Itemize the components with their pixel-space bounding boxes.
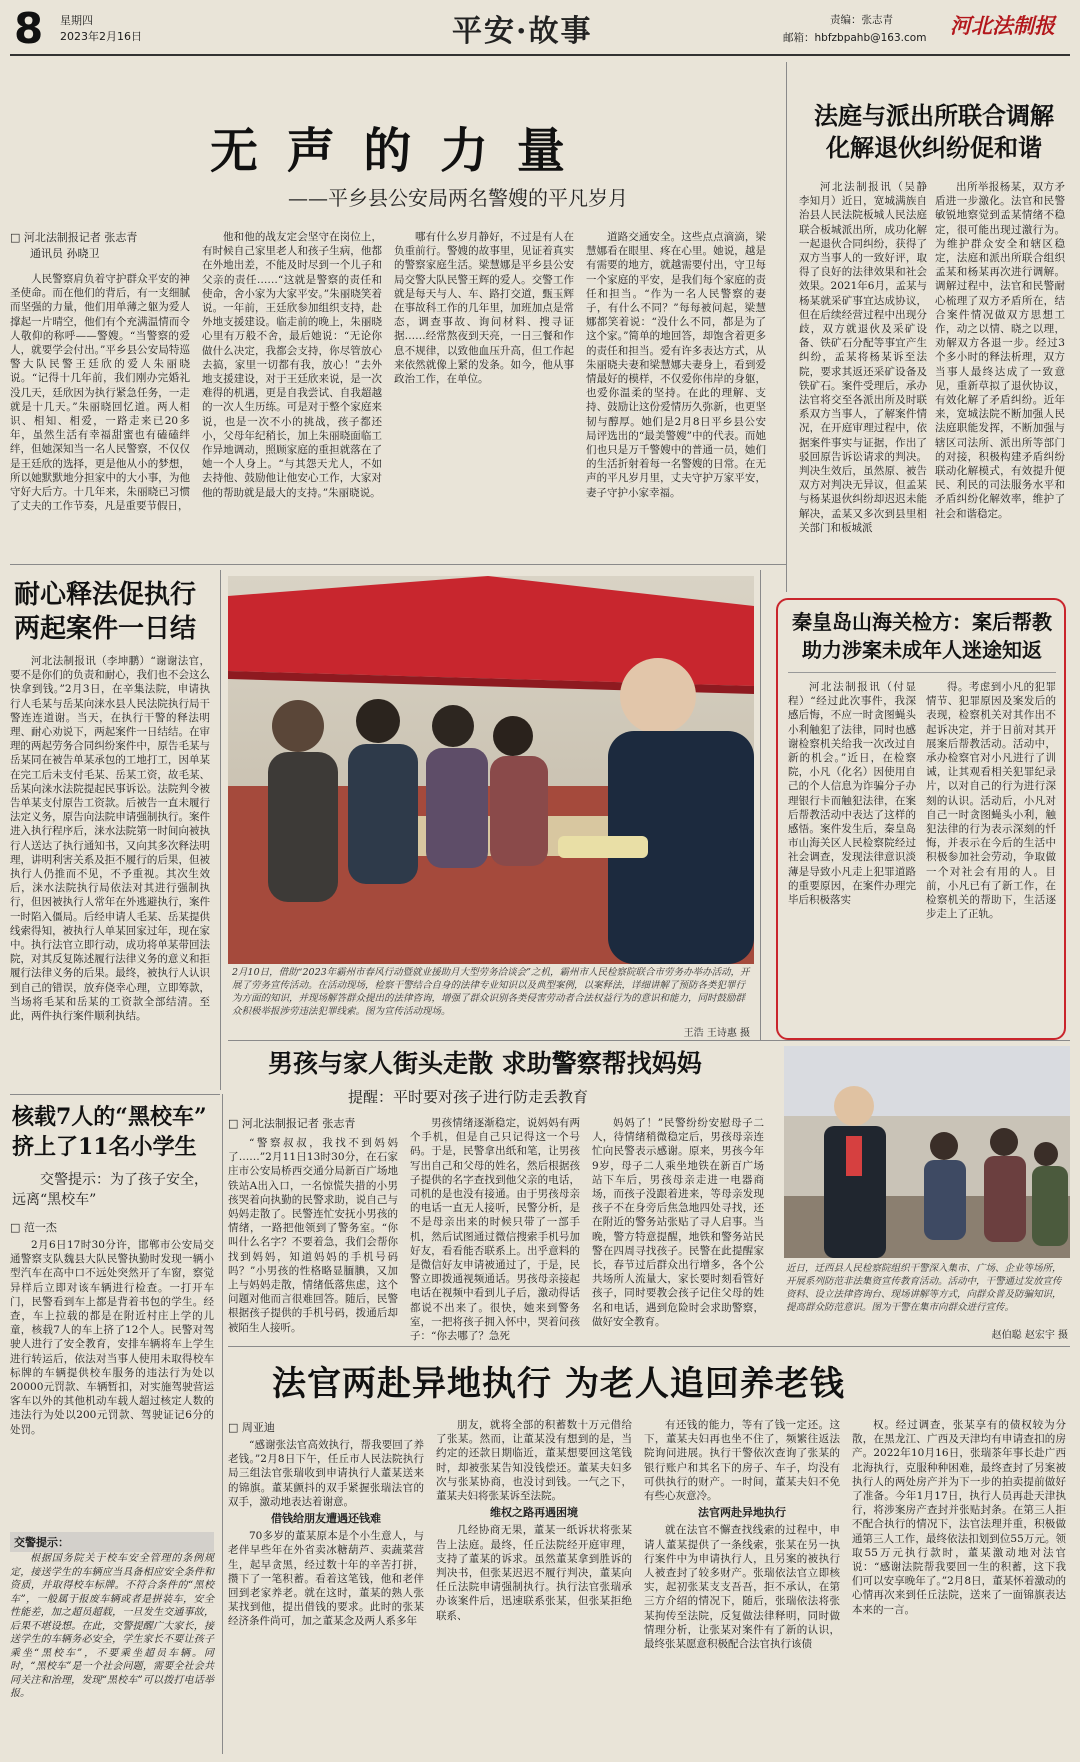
article-column: [586, 230, 766, 557]
article-column: [926, 680, 1056, 1032]
horizontal-rule: [228, 1040, 1070, 1041]
paragraph: 道路交通安全。这些点点滴滴，梁慧娜看在眼里、疼在心里。她说，越是有需要的地方，就越需要付出，守卫每一个家庭的平安，是我们每个家庭的责任和担当。“作为一名人民警察的妻子，有什么不同？”每每被问起，梁慧娜都笑着说：“没什么不同，都是为了这个家。”简单的地回答，却饱含着更多的责任和担当。爱有许多表达方式，从朱丽晓夫妻和梁慧娜夫妻身上，看到爱情最好的模样，不仅爱你伟岸的身躯，也爱你温柔的坚持。在此的理解、支持、鼓励让这份爱情历久弥新，也更坚韧与醇厚。她们是2月8日平乡县公安局评选出的“最美警嫂”中的代表。而她们也只是万千警嫂中的普通一员，她们的生活折射着每一名警嫂的日常。在无声的平凡岁月里，丈夫守护万家平安，妻子守护小家幸福。: [586, 231, 766, 499]
horizontal-rule: [10, 564, 786, 565]
outreach-photo-illustration: [228, 576, 754, 964]
paragraph: 河北法制报讯（付显程）“经过此次事件，我深感后悔，不应一时贪图蝇头小利触犯了法律，同时也感谢检察机关给我一次改过自新的机会。”近日，在检察院，小凡（化名）因使用自己的个人信息为诈骗分子办理银行卡而触犯法律，在案后帮教活动中表达了这样的感悟。案件发生后，秦皇岛市山海关区人民检察院经过社会调查，发现法律意识淡薄是导致小凡走上犯罪道路的重要原因，在案件办理完毕后积极落实: [788, 681, 916, 907]
masthead-logo: 河北法制报: [950, 13, 1055, 38]
paragraph: “感谢张法官高效执行，帮我要回了养老钱。”2月8日下午，任丘市人民法院执行局三组法官张瑞收到申请执行人董某送来的锦旗。董某颤抖的双手紧握张瑞法官的双手，激动地表达着谢意。: [228, 1439, 424, 1508]
paragraph: “警察叔叔，我找不到妈妈了……”2月11日13时30分，在石家庄市公安局桥西交通分局新百广场地铁站A出入口，一名惊慌失措的小男孩哭着向执勤的民警求助，说自己与妈妈走散了。民警连忙安抚小男孩的情绪，一路把他领到了警务室。“你叫什么名字？不要着急，我们会帮你找到妈妈，知道妈妈的手机号码吗？”小男孩的性格略显腼腆，又加上与妈妈走散，情绪低落焦虑，这个问题对他而言很难回答。随后，民警根据孩子提供的手机号码，拨通后却被陌生人接听。: [228, 1137, 398, 1334]
article-column: [228, 1136, 398, 1336]
byline: □ 河北法制报记者 张志青: [10, 231, 138, 244]
article-minor-guidance: [776, 598, 1066, 1040]
article-column: [935, 180, 1065, 585]
editor-name: 责编：张志青: [830, 14, 893, 26]
column-divider: [786, 62, 787, 592]
headline: 核载7人的“黑校车”: [12, 1104, 207, 1130]
column-divider: [220, 570, 221, 1090]
paragraph: 得。考虑到小凡的犯罪情节、犯罪原因及案发后的表现，检察机关对其作出不起诉决定，并于日前对其开展案后帮教活动。活动中，承办检察官对小凡进行了训诫，让其观看相关犯罪纪录片，以对自己的行为进行深刻的认识。活动后，小凡对自己一时贪图蝇头小利，触犯法律的行为表示深刻的忏悔，并表示在今后的生活中积极参加社会劳动，争取做一个对社会有用的人。目前，小凡已有了新工作，在检察机关的帮助下，生活逐步走上了正轨。: [926, 681, 1056, 921]
headline: 男孩与家人街头走散 求助警察帮找妈妈: [268, 1049, 702, 1078]
photo-caption: 近日，迁西县人民检察院组织干警深入集市、广场、企业等场所，开展系列防范非法集资宣传教育活动。活动中，干警通过发放宣传资料、设立法律咨询台、现场讲解等方式，向群众普及防骗知识，提高群众防范意识。图为干警在集市向群众进行宣传。: [786, 1263, 1062, 1313]
article-lost-boy: [228, 1044, 778, 1344]
byline: □ 周亚迪: [228, 1421, 275, 1434]
section-title: 平安·故事: [452, 14, 593, 49]
article-column: [202, 230, 382, 557]
article-column: [592, 1116, 764, 1336]
column-divider: [760, 570, 761, 1040]
article-column: [852, 1418, 1066, 1754]
headline-rule: [788, 672, 1056, 673]
article-school-bus: [10, 1098, 220, 1754]
paragraph: 河北法制报讯（李坤鹏）“谢谢法官，要不是你们的负责和耐心，我们也不会这么快拿到钱。”2月3日，在辛集法院，申请执行人毛某与岳某向涞水县人民法院执行局干警连连道谢。当天，在执行干警的释法明理、耐心劝说下，两起案件一日结结。在审理的两起劳务合同纠纷案件中，原告毛某与岳某同在被告单某承包的工地打工，因单某在完工后未支付毛某、岳某工资，故毛某、岳某向涞水法院提起民事诉讼。法院判令被告单某支付原告工资款。后被告一直未履行法定义务，原告向法院申请强制执行。案件进入执行程序后，涞水法院第一时间向被执行人送达了执行通知书，又向其多次释法明理，讲明利害关系及拒不履行的后果，但被执行人仍推而不见，不予重视。其次生效后，涞水法院执行局依法对其进行强制执行，但因被执行人常年在外逃避执行，案件一时陷入僵局。后经申请人毛某、岳某提供线索得知，被执行人单某回家过年，现在家中。执行法官立即行动，成功将单某带回法院，对其反复陈述履行法律义务的意义和拒履行法律义务的后果。最终，被执行人认识到自己的错误，放弃侥幸心理，立即筹款，当场将毛某和岳某的工资款全部结清。至此，两件执行案件顺利执结。: [10, 655, 210, 1023]
paragraph: 他和他的战友定会坚守在岗位上，有时候自己家里老人和孩子生病，他都在外地出差，不能及时尽到一个儿子和父亲的责任……“这就是警察的责任和使命，舍小家为大家平安。”朱丽晓笑着说。一年前，王廷欣参加组织支持，赴外地支援建设。临走前的晚上，朱丽晓心里有万般不舍，最后她说：“无论你做什么决定，我都会支持，你尽管放心去搞，家里一切都有我，放心！”去外地支援建设，对于王廷欣来说，是一次难得的机遇，更是自我尝试、自我超越的一次人生历练。可是对于整个家庭来说，也是一次不小的挑战，孩子都还小，父母年纪稍长，加上朱丽晓面临工作异地调动，照顾家庭的重担就落在了她一个人身上。“与其怨天尤人，不如去持他、鼓励他让他安心工作，大家对他的帮助就是最大的支持。”朱丽晓说。: [202, 231, 382, 499]
photo-caption: 2月10日，借助“2023年霸州市春风行动暨就业援助月大型劳务洽谈会”之机，霸州市人民检察院联合市劳务办举办活动，开展了劳务宣传活动。在活动现场，检察干警结合自身的法律专业知识以及典型案例，以案释法，详细讲解了预防各类犯罪行为方面的知识，并现场解答群众提出的法律咨询，增强了群众识别各类侵害劳动者合法权益行为的意识和能力，同时鼓励群众积极举报涉劳违法犯罪线索。图为宣传活动现场。: [232, 967, 750, 1017]
article-column: [799, 180, 927, 585]
paragraph: 出所举报杨某，双方矛盾进一步激化。法官和民警敏锐地察觉到孟某情绪不稳定，很可能出现过激行为。为维护群众安全和辖区稳定，法庭和派出所联合组织孟某和杨某再次进行调解。调解过程中，法官和民警耐心梳理了双方矛盾所在，结合案件情况做双方思想工作，动之以情、晓之以理，劝解双方各退一步。经过3个多小时的释法析理，双方当事人最终达成了一致意见，重新草拟了退伙协议，有效化解了矛盾纠纷。近年来，宽城法院不断加强人民法庭职能发挥，不断加强与辖区司法所、派出所等部门的对接，积极构建矛盾纠纷联动化解模式，有效提升便民、利民的司法服务水平和矛盾纠纷化解效率，维护了社会和谐稳定。: [935, 181, 1065, 520]
paragraph: 根据国务院关于校车安全管理的条例规定，接送学生的车辆应当具备相应安全条件和资质，并取得校车标牌。不符合条件的“黑校车”，一般属于报废车辆或者是拼装车，安全性能差，加之超员超载，一旦发生交通事故，后果不堪设想。在此，交警提醒广大家长，接送学生的车辆务必安全，学生家长不要让孩子乘坐“黑校车”，不要乘坐超员车辆。同时，“黑校车”是一个社会问题，需要全社会共同关注和治理，发现“黑校车”可以拨打电话举报。: [10, 1553, 214, 1699]
subheadline: 提醒：平时要对孩子进行防走丢教育: [348, 1088, 589, 1106]
article-column: [10, 272, 190, 557]
header-rule: [10, 54, 1070, 56]
article-silent-power: [10, 62, 792, 562]
horizontal-rule: [228, 1346, 1070, 1347]
article-column: [410, 1116, 580, 1343]
article-column: [644, 1418, 840, 1754]
article-column: [10, 654, 210, 1084]
paragraph: 哪有什么岁月静好，不过是有人在负重前行。警嫂的故事里，见证着真实的警察家庭生活。梁慧娜是平乡县公安局交警大队民警王辉的爱人。交警工作就是每天与人、车、路打交道，甄玉辉在事故科工作的几年里，加班加点是常态，调查事故、询问材料、搜寻证据……经常熬夜到天亮，一日三餐和作息不规律，以致他血压升高，但工作起来依然就像上紧的发条。如今，他从事政治工作，在单位。: [394, 231, 574, 386]
paragraph: 男孩情绪逐渐稳定，说妈妈有两个手机，但是自己只记得这一个号码。于是，民警拿出纸和笔，让男孩写出自己和父母的姓名，然后根据孩子提供的名字查找到他父亲的电话，司机的是也没有接通。由于男孩母亲的电话一直无人接听，民警分析，是不是母亲出来的时候只带了一部手机，然后试图通过微信搜索手机号加好友，看看能否联系上。出乎意料的是微信好友申请被通过了，于是，民警立即拨通视频通话。男孩母亲接起电话在视频中看到儿子后，激动得话都说不出来了。很快，她来到警务室，一把将孩子拥入怀中，哭着问孩子：“你去哪了？急死: [410, 1117, 580, 1343]
byline: □ 河北法制报记者 张志青: [228, 1117, 356, 1130]
market-photo-illustration: [784, 1046, 1070, 1258]
article-column: [10, 1238, 214, 1524]
headline: 法庭与派出所联合调解 化解退伙纠纷促和谐: [814, 101, 1054, 162]
paragraph: 2月6日17时30分许，邯郸市公安局交通警察支队魏县大队民警执勤时发现一辆小型汽车在高中口不远处突然开了车窗，察觉异样后立即对该车辆进行检查。一打开车门，民警看到车上都是背着书包的学生。经查，车上拉载的都是在附近村庄上学的儿童，核载7人的车上挤了12个人。民警对驾驶人进行了安全教育，安排车辆将车上学生进行转运后，依法对当事人使用未取得校车标牌的车辆提供校车服务的违法行为处以20000元罚款、车辆暂扣，对实施驾驶营运客车以外的其他机动车载人超过核定人数的违法行为处以200元罚款、驾驶证记6分的处罚。: [10, 1239, 214, 1436]
paragraph: 妈妈了！”民警纷纷安慰母子二人，待情绪稍微稳定后，男孩母亲连忙向民警表示感谢。原来，男孩今年9岁，母子二人乘坐地铁在新百广场站下车后，男孩母亲走进一电器商场，而孩子没跟着进来，等母亲发现孩子不在身旁后焦急地四处寻找，还在附近的警务站张贴了寻人启事。当晚，警方特意提醒，地铁和警务站民警在四周寻找孩子。民警在此提醒家长，春节过后群众出行增多，各个公共场所人流量大，家长要时刻看管好孩子，同时要教会孩子记住父母的姓名和电话，遇到危险时会求助警察，做好安全教育。: [592, 1117, 764, 1328]
byline: □ 范一杰: [10, 1221, 57, 1234]
horizontal-rule: [10, 1094, 220, 1095]
article-column: [228, 1438, 424, 1754]
safety-note: 交警提示：为了孩子安全，远离“黑校车”: [12, 1172, 208, 1208]
tip-label: 交警提示：: [10, 1532, 214, 1552]
subhead: 法官两赴异地执行: [698, 1506, 786, 1520]
headline: 挤上了11名小学生: [12, 1134, 197, 1160]
article-column: [436, 1418, 632, 1754]
photo-market-outreach: [784, 1046, 1070, 1258]
headline: 秦皇岛山海关检方：案后帮教 助力涉案未成年人迷途知返: [792, 610, 1052, 662]
headline: 法官两赴异地执行 为老人追回养老钱: [272, 1364, 845, 1404]
paragraph: 朋友，就将全部的积蓄数十万元借给了张某。然而，让董某没有想到的是，当约定的还款日期临近，董某想要回这笔钱时，却被张某告知没钱偿还。董某夫妇多次与张某协商，也没讨到钱。一气之下，董某夫妇将张某诉至法院。: [436, 1419, 632, 1503]
paragraph: 人民警察肩负着守护群众平安的神圣使命。而在他们的背后，有一支细腻而坚强的力量，他们用单薄之躯为爱人撑起一片晴空，他们有个充满温情而令人敬仰的称呼——警嫂。“当警察的爱人，就要学会付出。”平乡县公安局特巡警大队民警王廷欣的爱人朱丽晓说。“记得十几年前，我们刚办完婚礼没几天，廷欣因为执行紧急任务，一走就是十几天。”朱丽晓回忆道。两人相识、相知、相爱，一路走来已20多年，虽然生活有幸福甜蜜也有磕磕绊绊，但她深知当一名人民警察，不仅仅是王廷欣的选择，更是他从小的梦想，所以她默默地分担家中的大小事，为他守好大后方。十几年来，朱丽晓已习惯了丈夫的工作节奏，凡是重要节假日，: [10, 273, 190, 513]
page-header: [0, 0, 1080, 64]
weekday: 星期四: [60, 14, 93, 27]
column-divider: [222, 1094, 223, 1754]
article-enforcement: [10, 570, 216, 1090]
issue-date: 2023年2月16日: [60, 30, 142, 43]
page-number: 8: [14, 4, 44, 53]
paragraph: 河北法制报讯（吴静 李知月）近日，宽城满族自治县人民法院板城人民法庭联合板城派出所，成功化解一起退伙合同纠纷，获得了双方当事人的一致好评，取得了良好的法律效果和社会效果。2021年6月，孟某与杨某就采矿事宜达成协议，但在后续经营过程中出现分歧，双方就退伙及采矿设备、铁矿石分配等事宜产生纠纷，孟某将杨某诉至法院，要求其返还采矿设备及铁矿石。案件受理后，承办法官将交至各派出所及时联系双方当事人，了解案件情况，在开庭审理过程中，依据案件事实与证据，作出了驳回原告诉讼请求的判决。判决生效后，虽然原、被告双方对判决无异议，但孟某与杨某退伙纠纷却迟迟未能解决，孟某又多次到县里相关部门和板城派: [799, 181, 927, 534]
article-court-police: [795, 62, 1073, 592]
paragraph: 权。经过调查，张某享有的债权较为分散，在黑龙江、广西及天津均有申请查扣的房产。2022年10月16日，张瑞茶年事长赴广西北海执行，克服种种困难，最终查封了另案被执行人的两处房产并为下一步的拍卖提前做好了准备。今年1月17日，执行人员再赴天津执行，将涉案房产查封并张贴封条。在第三人拒不配合执行的情况下，法官法理并重，积极做通第三人工作，最终依法扣划到位55万元。领取55万元执行款时，董某激动地对法官说：“感谢法院帮我要回一生的积蓄，这下我们可以安享晚年了。”2月8日，董某怀着激动的心情再次来到任丘法院，送来了一面锦旗表达本来的一言。: [852, 1419, 1066, 1616]
photo-credit: 赵伯聪 赵宏宇 摄: [991, 1330, 1068, 1341]
editor-email: 邮箱：hbfzbpahb@163.com: [783, 32, 927, 44]
paragraph: 70多岁的董某原本是个小生意人，与老伴早些年在外省卖冰糖葫芦、卖蔬菜营生，起早贪黑，经过数十年的辛苦打拼，攒下了一笔积蓄。看着这笔钱，他和老伴回到老家养老。就在这时，董某的熟人张某找到他，提出借钱的要求。此时的张某经济条件尚可，加之董某念及两人系多年: [228, 1530, 424, 1628]
photo-legal-outreach: [228, 576, 754, 964]
paragraph: 有还钱的能力，等有了钱一定还。这下，董某夫妇再也坐不住了，频繁往返法院询问进展。执行干警依次查询了张某的银行账户和其名下的房子、车子，均没有可供执行的财产。一时间，董某夫妇不免有些心灰意冷。: [644, 1419, 840, 1503]
subhead: 借钱给朋友遭遇还钱难: [271, 1512, 381, 1526]
article-pension-recovery: [228, 1352, 1070, 1756]
paragraph: 几经协商无果，董某一纸诉状将张某告上法庭。最终，任丘法院经开庭审理，支持了董某的诉求。虽然董某拿到胜诉的判决书，但张某迟迟不履行判决，董某向任丘法院申请强制执行。执行法官张瑞承办该案件后，迅速联系张某，但张某拒绝联系、: [436, 1524, 632, 1622]
article-column: [394, 230, 574, 557]
byline-correspondent: 通讯员 孙晓卫: [30, 247, 100, 260]
headline: 两起案件一日结: [14, 614, 197, 644]
article-column: [788, 680, 916, 1032]
tip-body: [10, 1552, 214, 1748]
paragraph: 就在法官不懈查找线索的过程中，申请人董某提供了一条线索，张某在另一执行案件中为申请执行人，且另案的被执行人被查封了较多财产。张瑞依法官立即核实，起初张某支支吾吾，拒不承认，在第三方介绍的情况下，随后，张瑞依法将张某拘传至法院，反复做法律释明，同时做情理分析，让张某对案件有了新的认识，最终张某愿意积极配合法官执行该债: [644, 1524, 840, 1651]
headline: 耐心释法促执行: [14, 580, 197, 610]
subheadline: ——平乡县公安局两名警嫂的平凡岁月: [288, 186, 628, 210]
subhead: 维权之路再遇困境: [490, 1506, 578, 1520]
photo-credit: 王浩 王诗惠 摄: [683, 1028, 750, 1039]
headline: 无 声 的 力 量: [210, 123, 571, 179]
